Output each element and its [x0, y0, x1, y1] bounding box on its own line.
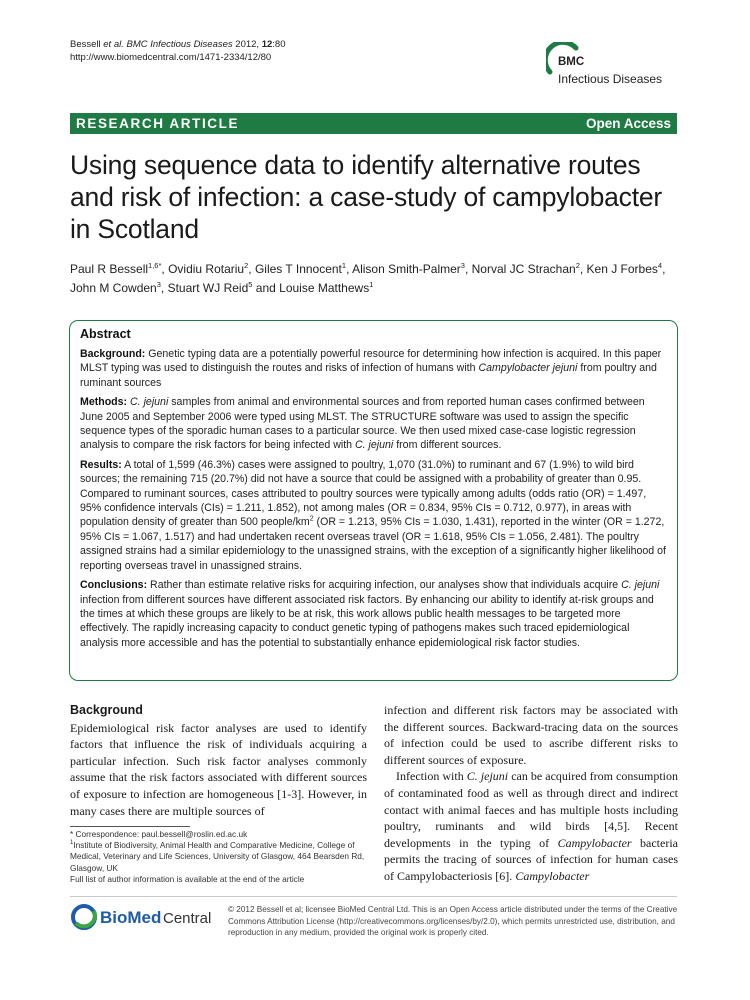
- correspondence[interactable]: * Correspondence: paul.bessell@roslin.ed.ac.uk: [70, 829, 248, 839]
- abstract-results: Results: A total of 1,599 (46.3%) cases were assigned to poultry, 1,070 (31.0%) to ruminant and 67 (1.9%) to wild bird sources; the remaining 715 (20.7%) did not have a source that could be assigned with a probability of greater than 0.95. Compared to ruminant sources, cases attributed to poultry sources were typically among adults (odds ratio (OR) = 1.497, 95% confidence intervals (CIs) = 1.211, 1.852), not among males (OR = 0.834, 95% CIs = 0.712, 0.977), in areas with population density of greater than 500 people/$km^2$ (OR = 1.213, 95% CIs = 1.030, 1.431), reported in the winter (OR = 1.272, 95% CIs = 1.067, 1.517) and had undertaken recent overseas travel (OR = 1.618, 95% CIs = 1.056, 2.481). The poultry assigned strains had a similar epidemiology to the unassigned strains, with the exception of a significantly higher likelihood of reporting overseas travel in unassigned strains.: [80, 458, 666, 572]
- body-left-column: [70, 702, 367, 819]
- citation-line-1: [70, 38, 286, 51]
- background-heading: Background: [70, 703, 143, 717]
- logo-bmc-text: BMC: [558, 56, 585, 68]
- author-list: Paul R Bessell$^{1,6*}$, Ovidiu Rotariu$^2$, Giles T Innocent$^1$, Alison Smith-Palmer$^3$, Norval JC Strachan$^2$, Ken J Forbes$^4$, John M Cowden$^3$, Stuart WJ Reid$^5$ and Louise Matthews$^1$: [70, 261, 666, 295]
- author: Alison Smith-Palmer$^3$: [352, 261, 465, 276]
- author: Stuart WJ Reid$^5$: [167, 280, 253, 295]
- citation-volume: 12: [261, 39, 273, 50]
- citation-etal: et al.: [103, 39, 124, 50]
- logo-journal-text: Infectious Diseases: [558, 72, 663, 86]
- author: John M Cowden$^3$: [70, 280, 161, 295]
- author: Giles T Innocent$^1$: [254, 261, 347, 276]
- body-right-column: [384, 702, 678, 885]
- citation-article: :80: [272, 39, 286, 50]
- open-access-label: Open Access: [585, 116, 671, 131]
- author: Ovidiu Rotariu$^2$: [168, 261, 249, 276]
- abstract-background: Background: Genetic typing data are a potentially powerful resource for determining how infection is acquired. In this paper MLST typing was used to distinguish the routes and risks of infection of humans with Campylobacter jejuni from poultry and ruminant sources: [80, 348, 662, 389]
- logo-bio-text: BioMed: [100, 908, 162, 927]
- logo-central-text: Central: [163, 910, 212, 927]
- journal-logo: [538, 42, 688, 96]
- footnote-divider: [70, 826, 190, 827]
- body-paragraph: infection and different risk factors may be associated with the different sources. Backward-tracing data on the sources of infection could be used to ascribe different risks to different sources of exposure.: [384, 703, 678, 767]
- affiliation: $^1$Institute of Biodiversity, Animal Health and Comparative Medicine, College of Medical, Veterinary and Life Sciences, University of Glasgow, 464 Bearsden Rd, Glasgow, UK: [70, 840, 365, 873]
- author: Paul R Bessell$^{1,6*}$: [70, 261, 162, 276]
- article-type: RESEARCH ARTICLE: [76, 116, 240, 131]
- body-paragraph: Infection with C. jejuni can be acquired from consumption of contaminated food as well as through direct and indirect contact with animal faeces and has multiple hosts including poultry, ruminants and wild birds [4,5]. Recent developments in the typing of Campylobacter bacteria permits the tracing of sources of infection for human cases of Campylobacteriosis [6]. Campylobacter: [384, 769, 678, 883]
- abstract-methods: Methods: C. jejuni samples from animal and environmental sources and from reported human cases confirmed between June 2005 and September 2006 were typed using MLST. The STRUCTURE software was used to assign the specific sequence types of the sporadic human cases to a particular source. We then used mixed case-case logistic regression analysis to compare the risk factors for being infected with C. jejuni from different sources.: [80, 396, 645, 452]
- citation-year: 2012,: [232, 39, 262, 50]
- abstract-heading: Abstract: [80, 327, 131, 341]
- license-text: © 2012 Bessell et al; licensee BioMed Central Ltd. This is an Open Access article distributed under the terms of the Creative Commons Attribution License (http://creativecommons.org/licenses/by/2.0), which permits unrestricted use, distribution, and reproduction in any medium, provided the original work is properly cited.: [228, 905, 678, 937]
- author: Norval JC Strachan$^2$: [471, 261, 580, 276]
- biomed-central-logo: [70, 903, 220, 931]
- body-paragraph: Epidemiological risk factor analyses are used to identify factors that influence the risk of individuals acquiring a particular infection. Such risk factor analyses commonly assume that the risk factors associated with different sources of exposure to infection are homogeneous [1-3]. However, in many cases there are multiple sources of: [70, 720, 367, 818]
- citation-author: Bessell: [70, 39, 104, 50]
- abstract-box: [69, 320, 678, 681]
- author: Ken J Forbes$^4$: [586, 261, 663, 276]
- citation-journal: BMC Infectious Diseases: [123, 39, 233, 50]
- footnotes: [70, 829, 370, 885]
- footer-divider: [70, 896, 677, 897]
- article-banner: [70, 113, 677, 134]
- citation: [70, 38, 286, 64]
- abstract-conclusions: Conclusions: Rather than estimate relative risks for acquiring infection, our analyses show that individuals acquire C. jejuni infection from different sources have different associated risk factors. By enhancing our ability to identify at-risk groups and the times at which these groups are likely to be at risk, this work allows public health messages to be targeted more effectively. The rapidly increasing capacity to conduct genetic typing of pathogens makes such traced epidemiological analysis more accessible and has the potential to substantially enhance epidemiological risk factor studies.: [80, 579, 660, 649]
- biomed-central-logo-icon: [70, 903, 220, 931]
- citation-url[interactable]: http://www.biomedcentral.com/1471-2334/12/80: [70, 52, 272, 63]
- author: Louise Matthews$^1$: [279, 280, 374, 295]
- article-title: Using sequence data to identify alternative routes and risk of infection: a case-study of campylobacter in Scotland: [70, 150, 663, 244]
- full-author-info-note: Full list of author information is available at the end of the article: [70, 873, 305, 884]
